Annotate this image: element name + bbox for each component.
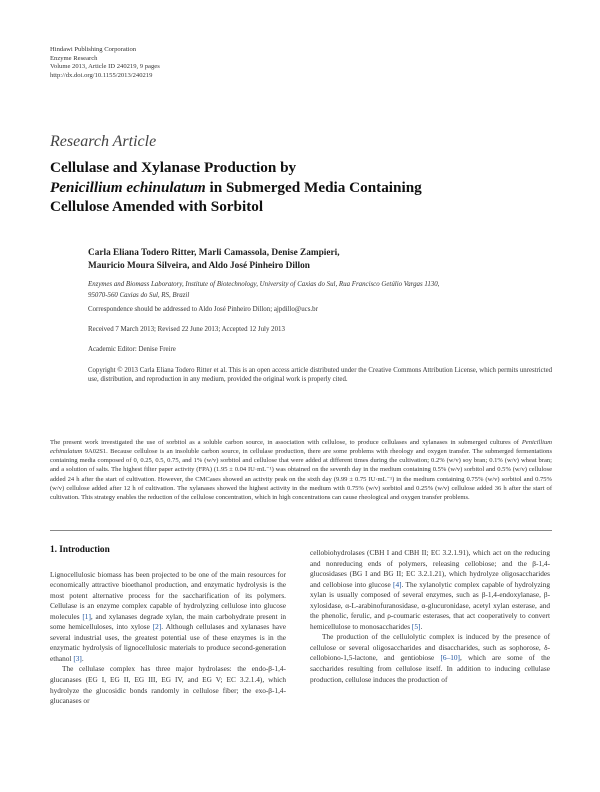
citation-link[interactable]: [4] <box>393 579 402 589</box>
text-run: . <box>81 653 84 663</box>
received-dates: Received 7 March 2013; Revised 22 June 2013; Accepted 12 July 2013 <box>88 326 285 333</box>
journal-header <box>50 46 160 80</box>
volume-info: Volume 2013, Article ID 240219, 9 pages <box>50 63 160 71</box>
text-run: , and xylanases degrade xylan, the main carbohydrate present in some hemicelluloses, into xylose <box>50 611 286 632</box>
copyright-notice: Copyright © 2013 Carla Eliana Todero Ritter et al. This is an open access article distributed under the Creative Commons Attribution License, which permits unrestricted use, distribution, and reproduction in any medium, provided the original work is properly cited. <box>88 367 552 384</box>
text-run: Lignocellulosic biomass has been projected to be one of the main resources for economically attractive bioethanol production, and enzymatic hydrolysis is the most potent alternative process for the saccharification of its polymers. Cellulase is an enzyme complex capable of hydrolyzing cellulose into glucose molecules <box>50 569 286 621</box>
intro-paragraph-3 <box>310 632 550 685</box>
citation-link[interactable]: [6–10] <box>440 653 460 663</box>
right-column <box>310 548 550 685</box>
journal-name: Enzyme Research <box>50 54 98 62</box>
text-run: . Although cellulases and xylanases have several industrial uses, the greatest potential use of these enzymes is in the enzymatic hydrolysis of lignocellulosic materials to produce second-generation ethanol <box>50 622 286 663</box>
intro-paragraph-2-continued <box>310 548 550 632</box>
text-run: , which are some of the saccharides resulting from cellulose itself. In addition to inducing cellulase production, cellulose induces the production of <box>310 653 550 684</box>
publisher: Hindawi Publishing Corporation <box>50 46 137 53</box>
correspondence: Correspondence should be addressed to Aldo José Pinheiro Dillon; ajpdillo@ucs.br <box>88 306 318 313</box>
abstract-part-2: 9A02S1. Because cellulose is an insoluble carbon source, in cellulase production, there are some problems with rheology and oxygen transfer. The submerged fermentations containing media composed of 0, 0.25, 0.5, 0.75, and 1% (w/v) sorbitol and cellulose that were added at different times during the cultivation; 0.2% (w/v) soy bran; 0.1% (w/v) wheat bran; and a solution of salts. The highest filter paper activity (FPA) (1.95 ± 0.04 IU·mL⁻¹) was obtained on the seventh day in the medium containing 0.5% (w/v) sorbitol and 0.5% (w/v) cellulose added 24 h after the start of cultivation. However, the CMCases showed an activity peak on the sixth day (9.99 ± 0.75 IU·mL⁻¹) in the medium containing 0.75% (w/v) sorbitol and 0.75% (w/v) cellulose added after 12 h of cultivation. The xylanases showed the highest activity in the medium with 0.75% (w/v) sorbitol and 0.25% (w/v) cellulose added 36 h after the start of cultivation. This strategy enables the reduction of the cellulose concentration, which in high concentrations can cause rheological and oxygen transfer problems. <box>50 448 552 501</box>
abstract-part-1: The present work investigated the use of sorbitol as a soluble carbon source, in association with cellulose, to produce cellulases and xylanases in submerged cultures of <box>50 439 522 446</box>
text-run: . The xylanolytic complex capable of hydrolyzing xylan is usually composed of several enzymes, such as β-1,4-endoxylanase, β-xylosidase, α-L-arabinofuranosidase, α-glucuronidase, acetyl xylan esterase, and the phenolic, ferulic, and ρ-coumaric esterases, that act cooperatively to convert hemicellulose to monosaccharides <box>310 579 551 631</box>
affiliation-line-1: Enzymes and Biomass Laboratory, Institute of Biotechnology, University of Caxias do Sul, Rua Francisco Getúlio Vargas 1130, <box>88 281 440 288</box>
affiliation <box>88 279 558 301</box>
paper-title <box>50 158 550 217</box>
title-line-2-rest: in Submerged Media Containing <box>205 178 422 196</box>
doi-link[interactable]: http://dx.doi.org/10.1155/2013/240219 <box>50 71 153 79</box>
title-line-1: Cellulase and Xylanase Production by <box>50 159 297 176</box>
authors-line-2: Mauricio Moura Silveira, and Aldo José Pinheiro Dillon <box>88 261 310 272</box>
authors-line-1: Carla Eliana Todero Ritter, Marli Camassola, Denise Zampieri, <box>88 248 340 258</box>
citation-link[interactable]: [1] <box>82 611 91 621</box>
abstract <box>50 438 552 502</box>
abstract-organism: Penicillium echinulatum <box>50 439 552 456</box>
intro-paragraph-1 <box>50 570 286 665</box>
section-divider <box>50 530 552 531</box>
text-run: The production of the cellulolytic complex is induced by the presence of cellulose or several oligosaccharides and disaccharides, such as sophorose, δ-cellobiono-1,5-lactone, and gentiobiose <box>310 632 550 663</box>
article-type: Research Article <box>50 133 157 150</box>
affiliation-line-2: 95070-560 Caxias do Sul, RS, Brazil <box>88 292 190 299</box>
intro-paragraph-2: The cellulase complex has three major hydrolases: the endo-β-1,4-glucanases (EG I, EG II, EG III, EG IV, and EG V; EC 3.2.1.4), which hydrolyze the glucosidic bonds randomly in cellulose fiber; the exo-β-1,4-glucanases or <box>50 664 286 706</box>
citation-link[interactable]: [3] <box>73 653 82 663</box>
author-list <box>88 247 558 274</box>
citation-link[interactable]: [2] <box>152 622 162 632</box>
title-line-3: Cellulose Amended with Sorbitol <box>50 198 264 216</box>
section-heading-introduction: 1. Introduction <box>50 545 110 555</box>
citation-link[interactable]: [5] <box>411 621 421 631</box>
title-organism: Penicillium echinulatum <box>50 178 206 196</box>
academic-editor: Academic Editor: Denise Freire <box>88 346 176 353</box>
text-run: . <box>420 621 423 631</box>
left-column <box>50 545 286 707</box>
title-line-2 <box>50 178 550 198</box>
text-run: cellobiohydrolases (CBH I and CBH II; EC 3.2.1.91), which act on the reducing and nonreducing ends of polymers, releasing cellobiose; and the β-1,4-glucosidases (BG I and BG II; EC 3.2.1.21), which hydrolyze oligosaccharides and cellobiose into glucose <box>310 548 550 589</box>
